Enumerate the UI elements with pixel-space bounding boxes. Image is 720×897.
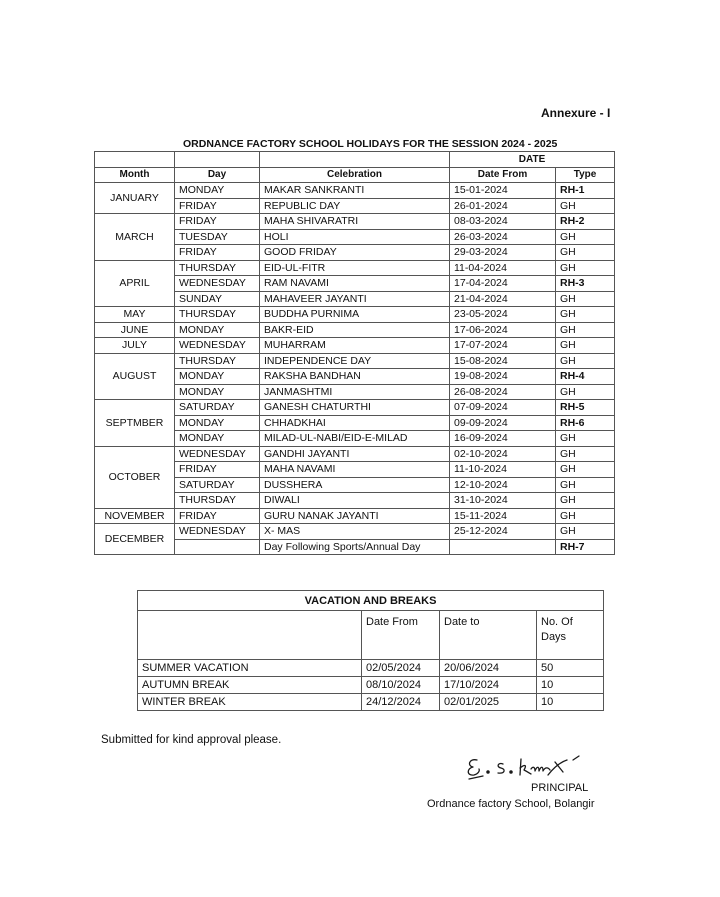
- day-cell: SATURDAY: [175, 400, 260, 416]
- date-cell: 29-03-2024: [450, 245, 556, 261]
- celebration-cell: MAHA NAVAMI: [260, 462, 450, 478]
- vacation-row: [138, 694, 604, 711]
- month-cell: SEPTMBER: [95, 400, 175, 447]
- principal-designation: PRINCIPAL: [531, 782, 589, 794]
- celebration-cell: MILAD-UL-NABI/EID-E-MILAD: [260, 431, 450, 447]
- month-cell: JULY: [95, 338, 175, 354]
- type-cell: GH: [556, 384, 615, 400]
- month-cell: MARCH: [95, 214, 175, 261]
- date-cell: 15-08-2024: [450, 353, 556, 369]
- celebration-cell: RAKSHA BANDHAN: [260, 369, 450, 385]
- celebration-cell: GOOD FRIDAY: [260, 245, 450, 261]
- header-date-from: Date From: [450, 167, 556, 183]
- type-cell: GH: [556, 338, 615, 354]
- date-cell: 17-06-2024: [450, 322, 556, 338]
- vacation-to: 02/01/2025: [440, 694, 537, 711]
- date-cell: 26-01-2024: [450, 198, 556, 214]
- date-cell: 16-09-2024: [450, 431, 556, 447]
- celebration-cell: MAHAVEER JAYANTI: [260, 291, 450, 307]
- day-cell: FRIDAY: [175, 245, 260, 261]
- celebration-cell: GURU NANAK JAYANTI: [260, 508, 450, 524]
- day-cell: WEDNESDAY: [175, 446, 260, 462]
- celebration-cell: GANESH CHATURTHI: [260, 400, 450, 416]
- type-cell: GH: [556, 462, 615, 478]
- vacation-name: WINTER BREAK: [138, 694, 362, 711]
- celebration-cell: INDEPENDENCE DAY: [260, 353, 450, 369]
- date-cell: 17-04-2024: [450, 276, 556, 292]
- school-name: Ordnance factory School, Bolangir: [427, 798, 595, 810]
- type-cell: GH: [556, 353, 615, 369]
- celebration-cell: MUHARRAM: [260, 338, 450, 354]
- day-cell: MONDAY: [175, 369, 260, 385]
- celebration-cell: REPUBLIC DAY: [260, 198, 450, 214]
- date-cell: 11-10-2024: [450, 462, 556, 478]
- day-cell: FRIDAY: [175, 508, 260, 524]
- type-cell: RH-2: [556, 214, 615, 230]
- vacation-header-name: [138, 611, 362, 660]
- day-cell: [175, 539, 260, 555]
- holiday-row: [95, 400, 615, 416]
- date-cell: 08-03-2024: [450, 214, 556, 230]
- day-cell: TUESDAY: [175, 229, 260, 245]
- annexure-label: Annexure - I: [541, 106, 611, 120]
- date-cell: 17-07-2024: [450, 338, 556, 354]
- type-cell: RH-7: [556, 539, 615, 555]
- holidays-table: [94, 151, 615, 555]
- date-cell: 31-10-2024: [450, 493, 556, 509]
- holiday-row: [95, 524, 615, 540]
- day-cell: SATURDAY: [175, 477, 260, 493]
- holiday-row: [95, 508, 615, 524]
- day-cell: THURSDAY: [175, 307, 260, 323]
- vacation-from: 08/10/2024: [362, 677, 440, 694]
- day-cell: MONDAY: [175, 322, 260, 338]
- vacation-to: 20/06/2024: [440, 660, 537, 677]
- date-cell: 15-11-2024: [450, 508, 556, 524]
- day-cell: MONDAY: [175, 384, 260, 400]
- date-cell: 11-04-2024: [450, 260, 556, 276]
- date-cell: [450, 539, 556, 555]
- month-cell: AUGUST: [95, 353, 175, 400]
- celebration-cell: X- MAS: [260, 524, 450, 540]
- holidays-table-body: [95, 183, 615, 555]
- holiday-row: [95, 307, 615, 323]
- date-cell: 26-08-2024: [450, 384, 556, 400]
- date-cell: 09-09-2024: [450, 415, 556, 431]
- vacation-header-row: [138, 611, 604, 660]
- celebration-cell: EID-UL-FITR: [260, 260, 450, 276]
- vacation-row: [138, 660, 604, 677]
- type-cell: GH: [556, 260, 615, 276]
- celebration-cell: MAHA SHIVARATRI: [260, 214, 450, 230]
- vacation-table: [137, 590, 604, 711]
- month-cell: NOVEMBER: [95, 508, 175, 524]
- header-day: Day: [175, 167, 260, 183]
- date-cell: 26-03-2024: [450, 229, 556, 245]
- celebration-cell: MAKAR SANKRANTI: [260, 183, 450, 199]
- vacation-to: 17/10/2024: [440, 677, 537, 694]
- day-cell: SUNDAY: [175, 291, 260, 307]
- day-cell: FRIDAY: [175, 214, 260, 230]
- type-cell: RH-1: [556, 183, 615, 199]
- day-cell: MONDAY: [175, 415, 260, 431]
- type-cell: GH: [556, 291, 615, 307]
- type-cell: GH: [556, 229, 615, 245]
- month-cell: DECEMBER: [95, 524, 175, 555]
- date-cell: 07-09-2024: [450, 400, 556, 416]
- type-cell: RH-5: [556, 400, 615, 416]
- date-cell: 25-12-2024: [450, 524, 556, 540]
- day-cell: THURSDAY: [175, 493, 260, 509]
- vacation-title: VACATION AND BREAKS: [138, 591, 604, 611]
- type-cell: RH-6: [556, 415, 615, 431]
- vacation-name: AUTUMN BREAK: [138, 677, 362, 694]
- day-cell: WEDNESDAY: [175, 276, 260, 292]
- vacation-header-date-from: Date From: [362, 611, 440, 660]
- type-cell: GH: [556, 493, 615, 509]
- type-cell: GH: [556, 198, 615, 214]
- holiday-row: [95, 338, 615, 354]
- vacation-name: SUMMER VACATION: [138, 660, 362, 677]
- date-cell: 21-04-2024: [450, 291, 556, 307]
- vacation-from: 02/05/2024: [362, 660, 440, 677]
- day-cell: FRIDAY: [175, 198, 260, 214]
- holiday-row: [95, 446, 615, 462]
- table-header-group-row: [95, 152, 615, 168]
- holiday-row: [95, 322, 615, 338]
- celebration-cell: HOLI: [260, 229, 450, 245]
- month-cell: JUNE: [95, 322, 175, 338]
- date-cell: 15-01-2024: [450, 183, 556, 199]
- date-cell: 23-05-2024: [450, 307, 556, 323]
- vacation-from: 24/12/2024: [362, 694, 440, 711]
- day-cell: THURSDAY: [175, 353, 260, 369]
- table-header-row: [95, 167, 615, 183]
- submission-note: Submitted for kind approval please.: [101, 734, 282, 746]
- type-cell: GH: [556, 524, 615, 540]
- type-cell: RH-4: [556, 369, 615, 385]
- vacation-title-row: [138, 591, 604, 611]
- vacation-row: [138, 677, 604, 694]
- header-celebration: Celebration: [260, 167, 450, 183]
- month-cell: JANUARY: [95, 183, 175, 214]
- type-cell: RH-3: [556, 276, 615, 292]
- header-month: Month: [95, 167, 175, 183]
- vacation-days: 50: [537, 660, 604, 677]
- date-cell: 12-10-2024: [450, 477, 556, 493]
- celebration-cell: GANDHI JAYANTI: [260, 446, 450, 462]
- vacation-header-date-to: Date to: [440, 611, 537, 660]
- type-cell: GH: [556, 307, 615, 323]
- holiday-row: [95, 183, 615, 199]
- celebration-cell: JANMASHTMI: [260, 384, 450, 400]
- day-cell: MONDAY: [175, 431, 260, 447]
- type-cell: GH: [556, 245, 615, 261]
- day-cell: WEDNESDAY: [175, 338, 260, 354]
- vacation-days: 10: [537, 694, 604, 711]
- holiday-row: [95, 214, 615, 230]
- celebration-cell: RAM NAVAMI: [260, 276, 450, 292]
- celebration-cell: BUDDHA PURNIMA: [260, 307, 450, 323]
- celebration-cell: DIWALI: [260, 493, 450, 509]
- header-blank-cell: [260, 152, 450, 168]
- vacation-days: 10: [537, 677, 604, 694]
- header-type: Type: [556, 167, 615, 183]
- day-cell: WEDNESDAY: [175, 524, 260, 540]
- celebration-cell: CHHADKHAI: [260, 415, 450, 431]
- day-cell: MONDAY: [175, 183, 260, 199]
- celebration-cell: BAKR-EID: [260, 322, 450, 338]
- header-blank-cell: [95, 152, 175, 168]
- type-cell: GH: [556, 446, 615, 462]
- type-cell: GH: [556, 322, 615, 338]
- month-cell: APRIL: [95, 260, 175, 307]
- type-cell: GH: [556, 477, 615, 493]
- date-cell: 02-10-2024: [450, 446, 556, 462]
- day-cell: THURSDAY: [175, 260, 260, 276]
- type-cell: GH: [556, 431, 615, 447]
- celebration-cell: Day Following Sports/Annual Day: [260, 539, 450, 555]
- day-cell: FRIDAY: [175, 462, 260, 478]
- document-title: ORDNANCE FACTORY SCHOOL HOLIDAYS FOR THE SESSION 2024 - 2025: [183, 138, 558, 150]
- type-cell: GH: [556, 508, 615, 524]
- celebration-cell: DUSSHERA: [260, 477, 450, 493]
- date-cell: 19-08-2024: [450, 369, 556, 385]
- date-group-header: DATE: [450, 152, 615, 168]
- holiday-row: [95, 353, 615, 369]
- holiday-row: [95, 260, 615, 276]
- vacation-header-days: No. Of Days: [537, 611, 604, 660]
- header-blank-cell: [175, 152, 260, 168]
- month-cell: OCTOBER: [95, 446, 175, 508]
- month-cell: MAY: [95, 307, 175, 323]
